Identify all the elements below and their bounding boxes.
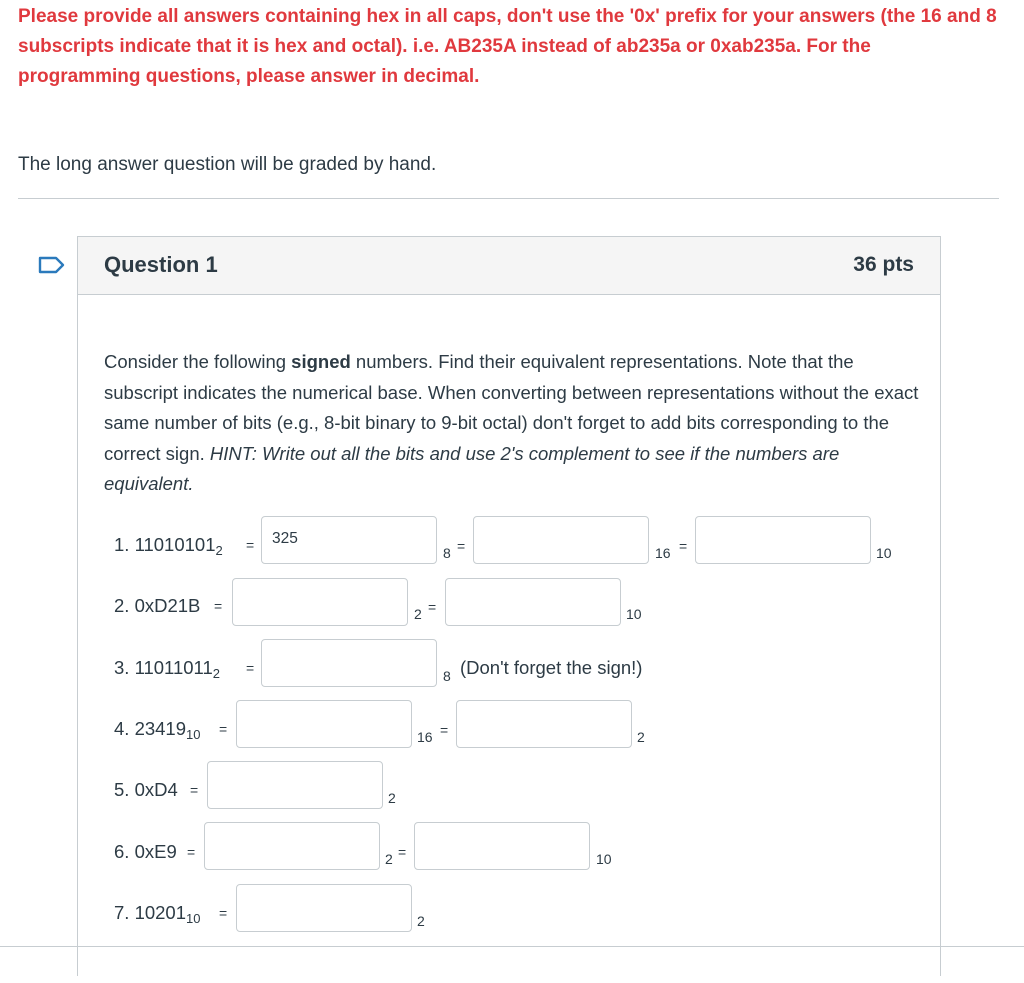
question-text-part-2: numbers. Find their equivalent representations. Note that the subscript indicates the numerical base. When converting between representations without the exact same number of bits (e.g., 8-bit binary to 9-bit octal) don't forget to add bits corresponding to the correct sign.	[104, 351, 919, 464]
item-2-answer-1[interactable]	[232, 578, 408, 626]
item-1-base-8: 8	[443, 545, 451, 561]
item-7-answer-1[interactable]	[236, 884, 412, 932]
flag-icon[interactable]	[38, 256, 66, 274]
item-4-answer-2[interactable]	[456, 700, 632, 748]
instructions-line-3: programming questions, please answer in decimal.	[18, 66, 480, 87]
item-1-base-10: 10	[876, 545, 892, 561]
item-7-label: 7. $10201_{10}$	[114, 902, 201, 926]
item-4-answer-1[interactable]	[236, 700, 412, 748]
item-3-base-8: 8	[443, 668, 451, 684]
item-5-equals: =	[190, 782, 199, 798]
question-title: Question 1	[104, 252, 218, 277]
item-4-equals: =	[219, 721, 228, 737]
item-2-label: 2. 0xD21B	[114, 595, 201, 616]
item-6-label: 6. 0xE9	[114, 841, 177, 862]
item-3-sign-note: (Don't forget the sign!)	[460, 657, 643, 678]
instructions-line-2: subscripts indicate that it is hex and octal). i.e. AB235A instead of ab235a or 0xab235a. For the	[18, 36, 871, 57]
item-1-answer-3[interactable]	[695, 516, 871, 564]
item-5-label: 5. 0xD4	[114, 779, 178, 800]
question-header	[78, 237, 940, 295]
item-1-answer-1[interactable]: 325	[261, 516, 437, 564]
item-5-base-2: 2	[388, 790, 396, 806]
instructions-line-1: Please provide all answers containing hex in all caps, don't use the '0x' prefix for your answers (the 16 and 8	[18, 6, 997, 27]
item-1-equals-2: =	[457, 538, 466, 554]
question-points: 36 pts	[853, 253, 914, 276]
item-3-equals: =	[246, 660, 255, 676]
item-2-equals: =	[214, 598, 223, 614]
item-1-label: 1. $11010101_2$	[114, 534, 223, 558]
item-3-answer-1[interactable]	[261, 639, 437, 687]
item-7-equals: =	[219, 905, 228, 921]
item-6-base-10: 10	[596, 851, 612, 867]
item-6-equals: =	[187, 844, 196, 860]
item-1-answer-2[interactable]	[473, 516, 649, 564]
item-1-base-16: 16	[655, 545, 671, 561]
question-text	[104, 347, 924, 500]
item-6-answer-1[interactable]	[204, 822, 380, 870]
item-6-equals-2: =	[398, 844, 407, 860]
item-1-equals-3: =	[679, 538, 688, 554]
item-2-answer-2[interactable]	[445, 578, 621, 626]
item-4-base-16: 16	[417, 729, 433, 745]
question-hint: HINT: Write out all the bits and use 2's complement to see if the numbers are equivalent.	[104, 442, 840, 494]
graded-note: The long answer question will be graded by hand.	[18, 154, 437, 175]
item-4-label: 4. $23419_{10}$	[114, 718, 201, 742]
item-3-label: 3. $11011011_2$	[114, 657, 220, 681]
item-4-base-2: 2	[637, 729, 645, 745]
instructions-banner	[18, 2, 1008, 92]
item-6-base-2: 2	[385, 851, 393, 867]
item-2-base-2: 2	[414, 606, 422, 622]
page-bottom-divider	[0, 946, 1024, 947]
question-text-bold: signed	[291, 351, 351, 372]
item-1-equals: =	[246, 537, 255, 553]
item-7-base-2: 2	[417, 913, 425, 929]
item-2-base-10: 10	[626, 606, 642, 622]
item-6-answer-2[interactable]	[414, 822, 590, 870]
item-5-answer-1[interactable]	[207, 761, 383, 809]
item-2-equals-2: =	[428, 599, 437, 615]
item-4-equals-2: =	[440, 722, 449, 738]
question-text-part-1: Consider the following	[104, 351, 292, 372]
divider	[18, 198, 999, 199]
